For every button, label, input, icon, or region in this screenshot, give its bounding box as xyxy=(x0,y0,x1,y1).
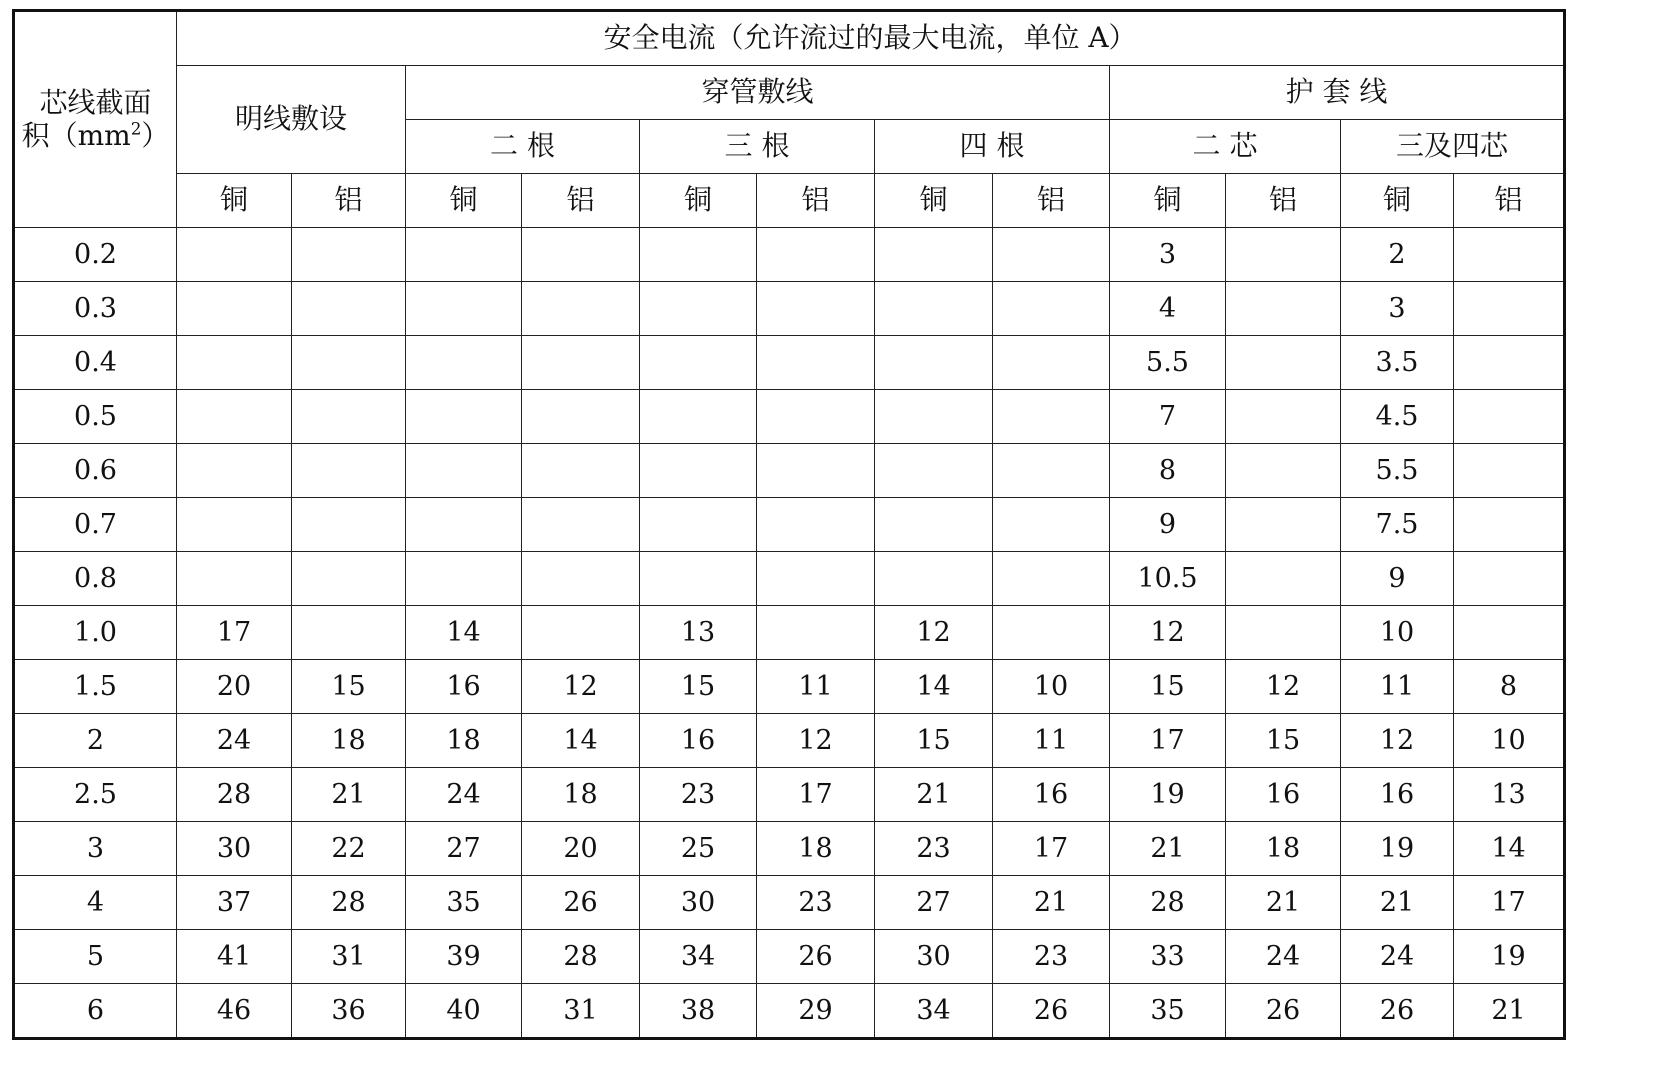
current-value-cell: 21 xyxy=(1110,822,1226,876)
current-value-cell xyxy=(292,498,406,552)
current-value-cell: 41 xyxy=(177,930,292,984)
current-value-cell xyxy=(1226,498,1341,552)
current-value-cell xyxy=(406,444,522,498)
current-value-cell: 12 xyxy=(1341,714,1454,768)
cross-section-value: 4 xyxy=(14,876,177,930)
current-value-cell xyxy=(875,390,993,444)
current-value-cell xyxy=(757,606,875,660)
current-value-cell xyxy=(993,498,1110,552)
current-value-cell: 28 xyxy=(292,876,406,930)
header-row-1 xyxy=(14,11,1565,66)
table-title: 安全电流（允许流过的最大电流，单位 A） xyxy=(177,11,1565,66)
subgroup-three-wires: 三 根 xyxy=(640,120,875,174)
current-value-cell xyxy=(640,498,757,552)
current-value-cell: 21 xyxy=(292,768,406,822)
current-value-cell: 14 xyxy=(522,714,640,768)
table-row xyxy=(14,498,1565,552)
current-value-cell: 25 xyxy=(640,822,757,876)
material-copper-header: 铜 xyxy=(1110,174,1226,228)
current-value-cell xyxy=(993,606,1110,660)
current-value-cell xyxy=(522,390,640,444)
current-value-cell: 28 xyxy=(177,768,292,822)
current-value-cell xyxy=(757,552,875,606)
current-value-cell: 30 xyxy=(875,930,993,984)
current-value-cell: 24 xyxy=(406,768,522,822)
current-value-cell: 31 xyxy=(292,930,406,984)
current-value-cell: 5.5 xyxy=(1341,444,1454,498)
current-value-cell xyxy=(993,336,1110,390)
cross-section-unit-suffix: ） xyxy=(141,118,170,152)
cross-section-unit-prefix: 积（mm xyxy=(21,118,131,152)
table-body xyxy=(14,228,1565,1039)
current-value-cell: 17 xyxy=(993,822,1110,876)
current-value-cell: 22 xyxy=(292,822,406,876)
current-value-cell: 18 xyxy=(757,822,875,876)
current-value-cell xyxy=(406,552,522,606)
cross-section-value: 0.6 xyxy=(14,444,177,498)
current-value-cell: 24 xyxy=(1226,930,1341,984)
material-aluminum-header: 铝 xyxy=(1226,174,1341,228)
current-value-cell xyxy=(1454,444,1565,498)
current-value-cell xyxy=(1226,228,1341,282)
table-row xyxy=(14,444,1565,498)
current-value-cell: 34 xyxy=(875,984,993,1039)
current-value-cell: 16 xyxy=(640,714,757,768)
current-value-cell: 10 xyxy=(993,660,1110,714)
current-value-cell xyxy=(757,228,875,282)
cross-section-header-line2 xyxy=(15,120,176,152)
current-value-cell: 26 xyxy=(1341,984,1454,1039)
current-value-cell: 26 xyxy=(522,876,640,930)
current-value-cell: 27 xyxy=(875,876,993,930)
current-value-cell: 12 xyxy=(1110,606,1226,660)
current-value-cell: 17 xyxy=(1110,714,1226,768)
current-value-cell xyxy=(177,444,292,498)
safe-current-table-container xyxy=(12,9,1566,1040)
current-value-cell: 17 xyxy=(757,768,875,822)
current-value-cell xyxy=(875,444,993,498)
safe-current-table xyxy=(12,9,1566,1040)
current-value-cell: 4.5 xyxy=(1341,390,1454,444)
current-value-cell: 26 xyxy=(993,984,1110,1039)
cross-section-value: 5 xyxy=(14,930,177,984)
material-aluminum-header: 铝 xyxy=(993,174,1110,228)
current-value-cell: 4 xyxy=(1110,282,1226,336)
current-value-cell xyxy=(993,444,1110,498)
table-row xyxy=(14,390,1565,444)
current-value-cell: 14 xyxy=(1454,822,1565,876)
current-value-cell: 21 xyxy=(1454,984,1565,1039)
current-value-cell: 29 xyxy=(757,984,875,1039)
current-value-cell xyxy=(757,444,875,498)
current-value-cell xyxy=(292,336,406,390)
current-value-cell: 23 xyxy=(757,876,875,930)
current-value-cell xyxy=(1454,390,1565,444)
material-aluminum-header: 铝 xyxy=(522,174,640,228)
current-value-cell: 23 xyxy=(993,930,1110,984)
current-value-cell xyxy=(993,228,1110,282)
current-value-cell: 7.5 xyxy=(1341,498,1454,552)
current-value-cell xyxy=(522,336,640,390)
current-value-cell: 12 xyxy=(757,714,875,768)
current-value-cell: 17 xyxy=(1454,876,1565,930)
current-value-cell: 12 xyxy=(522,660,640,714)
current-value-cell xyxy=(757,498,875,552)
current-value-cell: 37 xyxy=(177,876,292,930)
current-value-cell: 39 xyxy=(406,930,522,984)
current-value-cell xyxy=(406,282,522,336)
current-value-cell: 10 xyxy=(1341,606,1454,660)
group-open-wiring: 明线敷设 xyxy=(177,66,406,174)
cross-section-value: 3 xyxy=(14,822,177,876)
current-value-cell: 20 xyxy=(522,822,640,876)
current-value-cell: 27 xyxy=(406,822,522,876)
subgroup-two-core: 二 芯 xyxy=(1110,120,1341,174)
current-value-cell: 2 xyxy=(1341,228,1454,282)
current-value-cell: 18 xyxy=(1226,822,1341,876)
current-value-cell xyxy=(1454,606,1565,660)
current-value-cell xyxy=(177,282,292,336)
current-value-cell: 26 xyxy=(757,930,875,984)
current-value-cell: 20 xyxy=(177,660,292,714)
current-value-cell xyxy=(1454,498,1565,552)
subgroup-two-wires: 二 根 xyxy=(406,120,640,174)
current-value-cell: 21 xyxy=(1226,876,1341,930)
current-value-cell xyxy=(1226,552,1341,606)
cross-section-value: 1.5 xyxy=(14,660,177,714)
current-value-cell xyxy=(640,552,757,606)
current-value-cell xyxy=(522,444,640,498)
current-value-cell xyxy=(640,336,757,390)
cross-section-value: 6 xyxy=(14,984,177,1039)
current-value-cell xyxy=(640,228,757,282)
current-value-cell: 3 xyxy=(1110,228,1226,282)
material-aluminum-header: 铝 xyxy=(757,174,875,228)
current-value-cell: 12 xyxy=(1226,660,1341,714)
current-value-cell: 30 xyxy=(640,876,757,930)
current-value-cell: 8 xyxy=(1110,444,1226,498)
current-value-cell: 46 xyxy=(177,984,292,1039)
current-value-cell xyxy=(875,336,993,390)
cross-section-header xyxy=(14,11,177,228)
current-value-cell: 9 xyxy=(1341,552,1454,606)
table-row xyxy=(14,984,1565,1039)
current-value-cell: 33 xyxy=(1110,930,1226,984)
cross-section-value: 2 xyxy=(14,714,177,768)
current-value-cell xyxy=(875,498,993,552)
table-row xyxy=(14,606,1565,660)
current-value-cell xyxy=(1454,552,1565,606)
current-value-cell xyxy=(875,552,993,606)
material-aluminum-header: 铝 xyxy=(292,174,406,228)
cross-section-value: 0.8 xyxy=(14,552,177,606)
current-value-cell: 28 xyxy=(1110,876,1226,930)
current-value-cell xyxy=(292,282,406,336)
table-row xyxy=(14,336,1565,390)
header-row-2 xyxy=(14,66,1565,120)
current-value-cell: 15 xyxy=(1226,714,1341,768)
current-value-cell: 8 xyxy=(1454,660,1565,714)
current-value-cell: 36 xyxy=(292,984,406,1039)
current-value-cell xyxy=(522,606,640,660)
table-row xyxy=(14,822,1565,876)
group-conduit-wiring: 穿管敷线 xyxy=(406,66,1110,120)
current-value-cell: 24 xyxy=(1341,930,1454,984)
current-value-cell: 35 xyxy=(406,876,522,930)
cross-section-value: 0.7 xyxy=(14,498,177,552)
material-aluminum-header: 铝 xyxy=(1454,174,1565,228)
current-value-cell: 10.5 xyxy=(1110,552,1226,606)
current-value-cell: 15 xyxy=(875,714,993,768)
current-value-cell xyxy=(1454,282,1565,336)
current-value-cell xyxy=(177,228,292,282)
cross-section-value: 2.5 xyxy=(14,768,177,822)
current-value-cell: 11 xyxy=(1341,660,1454,714)
subgroup-four-wires: 四 根 xyxy=(875,120,1110,174)
current-value-cell xyxy=(640,282,757,336)
cross-section-value: 0.2 xyxy=(14,228,177,282)
current-value-cell: 24 xyxy=(177,714,292,768)
current-value-cell xyxy=(177,390,292,444)
material-copper-header: 铜 xyxy=(640,174,757,228)
current-value-cell xyxy=(522,552,640,606)
current-value-cell: 17 xyxy=(177,606,292,660)
current-value-cell xyxy=(292,606,406,660)
table-row xyxy=(14,876,1565,930)
current-value-cell xyxy=(1226,444,1341,498)
table-row xyxy=(14,768,1565,822)
current-value-cell: 3.5 xyxy=(1341,336,1454,390)
table-row xyxy=(14,660,1565,714)
current-value-cell: 10 xyxy=(1454,714,1565,768)
current-value-cell: 5.5 xyxy=(1110,336,1226,390)
current-value-cell: 18 xyxy=(406,714,522,768)
current-value-cell xyxy=(292,444,406,498)
material-copper-header: 铜 xyxy=(875,174,993,228)
current-value-cell: 21 xyxy=(1341,876,1454,930)
current-value-cell: 15 xyxy=(1110,660,1226,714)
current-value-cell: 34 xyxy=(640,930,757,984)
current-value-cell: 31 xyxy=(522,984,640,1039)
current-value-cell: 12 xyxy=(875,606,993,660)
current-value-cell: 28 xyxy=(522,930,640,984)
current-value-cell: 19 xyxy=(1341,822,1454,876)
table-row xyxy=(14,282,1565,336)
current-value-cell: 15 xyxy=(640,660,757,714)
current-value-cell: 19 xyxy=(1110,768,1226,822)
current-value-cell xyxy=(993,552,1110,606)
cross-section-value: 1.0 xyxy=(14,606,177,660)
current-value-cell xyxy=(1226,336,1341,390)
current-value-cell xyxy=(1454,336,1565,390)
current-value-cell: 23 xyxy=(640,768,757,822)
current-value-cell: 16 xyxy=(1226,768,1341,822)
current-value-cell: 3 xyxy=(1341,282,1454,336)
current-value-cell: 19 xyxy=(1454,930,1565,984)
current-value-cell: 13 xyxy=(640,606,757,660)
material-copper-header: 铜 xyxy=(406,174,522,228)
current-value-cell xyxy=(640,444,757,498)
current-value-cell xyxy=(522,282,640,336)
current-value-cell: 14 xyxy=(875,660,993,714)
current-value-cell xyxy=(177,552,292,606)
current-value-cell: 18 xyxy=(522,768,640,822)
current-value-cell: 16 xyxy=(1341,768,1454,822)
current-value-cell xyxy=(177,498,292,552)
current-value-cell: 15 xyxy=(292,660,406,714)
current-value-cell: 18 xyxy=(292,714,406,768)
current-value-cell: 35 xyxy=(1110,984,1226,1039)
group-sheathed-wire: 护 套 线 xyxy=(1110,66,1565,120)
cross-section-value: 0.4 xyxy=(14,336,177,390)
current-value-cell: 40 xyxy=(406,984,522,1039)
table-row xyxy=(14,228,1565,282)
current-value-cell xyxy=(875,282,993,336)
table-row xyxy=(14,714,1565,768)
current-value-cell: 13 xyxy=(1454,768,1565,822)
current-value-cell: 26 xyxy=(1226,984,1341,1039)
cross-section-unit-superscript: 2 xyxy=(130,118,142,139)
current-value-cell xyxy=(1226,606,1341,660)
current-value-cell xyxy=(1454,228,1565,282)
cross-section-value: 0.3 xyxy=(14,282,177,336)
current-value-cell: 14 xyxy=(406,606,522,660)
current-value-cell xyxy=(757,336,875,390)
cross-section-value: 0.5 xyxy=(14,390,177,444)
current-value-cell xyxy=(757,282,875,336)
current-value-cell: 16 xyxy=(993,768,1110,822)
current-value-cell xyxy=(1226,390,1341,444)
current-value-cell xyxy=(177,336,292,390)
subgroup-three-four-core: 三及四芯 xyxy=(1341,120,1565,174)
current-value-cell xyxy=(522,228,640,282)
current-value-cell xyxy=(406,228,522,282)
current-value-cell xyxy=(993,282,1110,336)
material-copper-header: 铜 xyxy=(1341,174,1454,228)
current-value-cell xyxy=(875,228,993,282)
current-value-cell xyxy=(406,336,522,390)
current-value-cell xyxy=(640,390,757,444)
current-value-cell: 16 xyxy=(406,660,522,714)
header-row-materials xyxy=(14,174,1565,228)
current-value-cell: 30 xyxy=(177,822,292,876)
material-copper-header: 铜 xyxy=(177,174,292,228)
current-value-cell xyxy=(522,498,640,552)
current-value-cell xyxy=(993,390,1110,444)
table-row xyxy=(14,552,1565,606)
current-value-cell: 7 xyxy=(1110,390,1226,444)
current-value-cell: 11 xyxy=(757,660,875,714)
cross-section-header-line1: 芯线截面 xyxy=(39,86,152,120)
current-value-cell xyxy=(1226,282,1341,336)
table-row xyxy=(14,930,1565,984)
current-value-cell: 11 xyxy=(993,714,1110,768)
current-value-cell: 38 xyxy=(640,984,757,1039)
current-value-cell: 23 xyxy=(875,822,993,876)
current-value-cell xyxy=(406,390,522,444)
current-value-cell: 9 xyxy=(1110,498,1226,552)
current-value-cell xyxy=(292,228,406,282)
current-value-cell: 21 xyxy=(875,768,993,822)
current-value-cell xyxy=(292,552,406,606)
current-value-cell: 21 xyxy=(993,876,1110,930)
current-value-cell xyxy=(292,390,406,444)
current-value-cell xyxy=(406,498,522,552)
current-value-cell xyxy=(757,390,875,444)
